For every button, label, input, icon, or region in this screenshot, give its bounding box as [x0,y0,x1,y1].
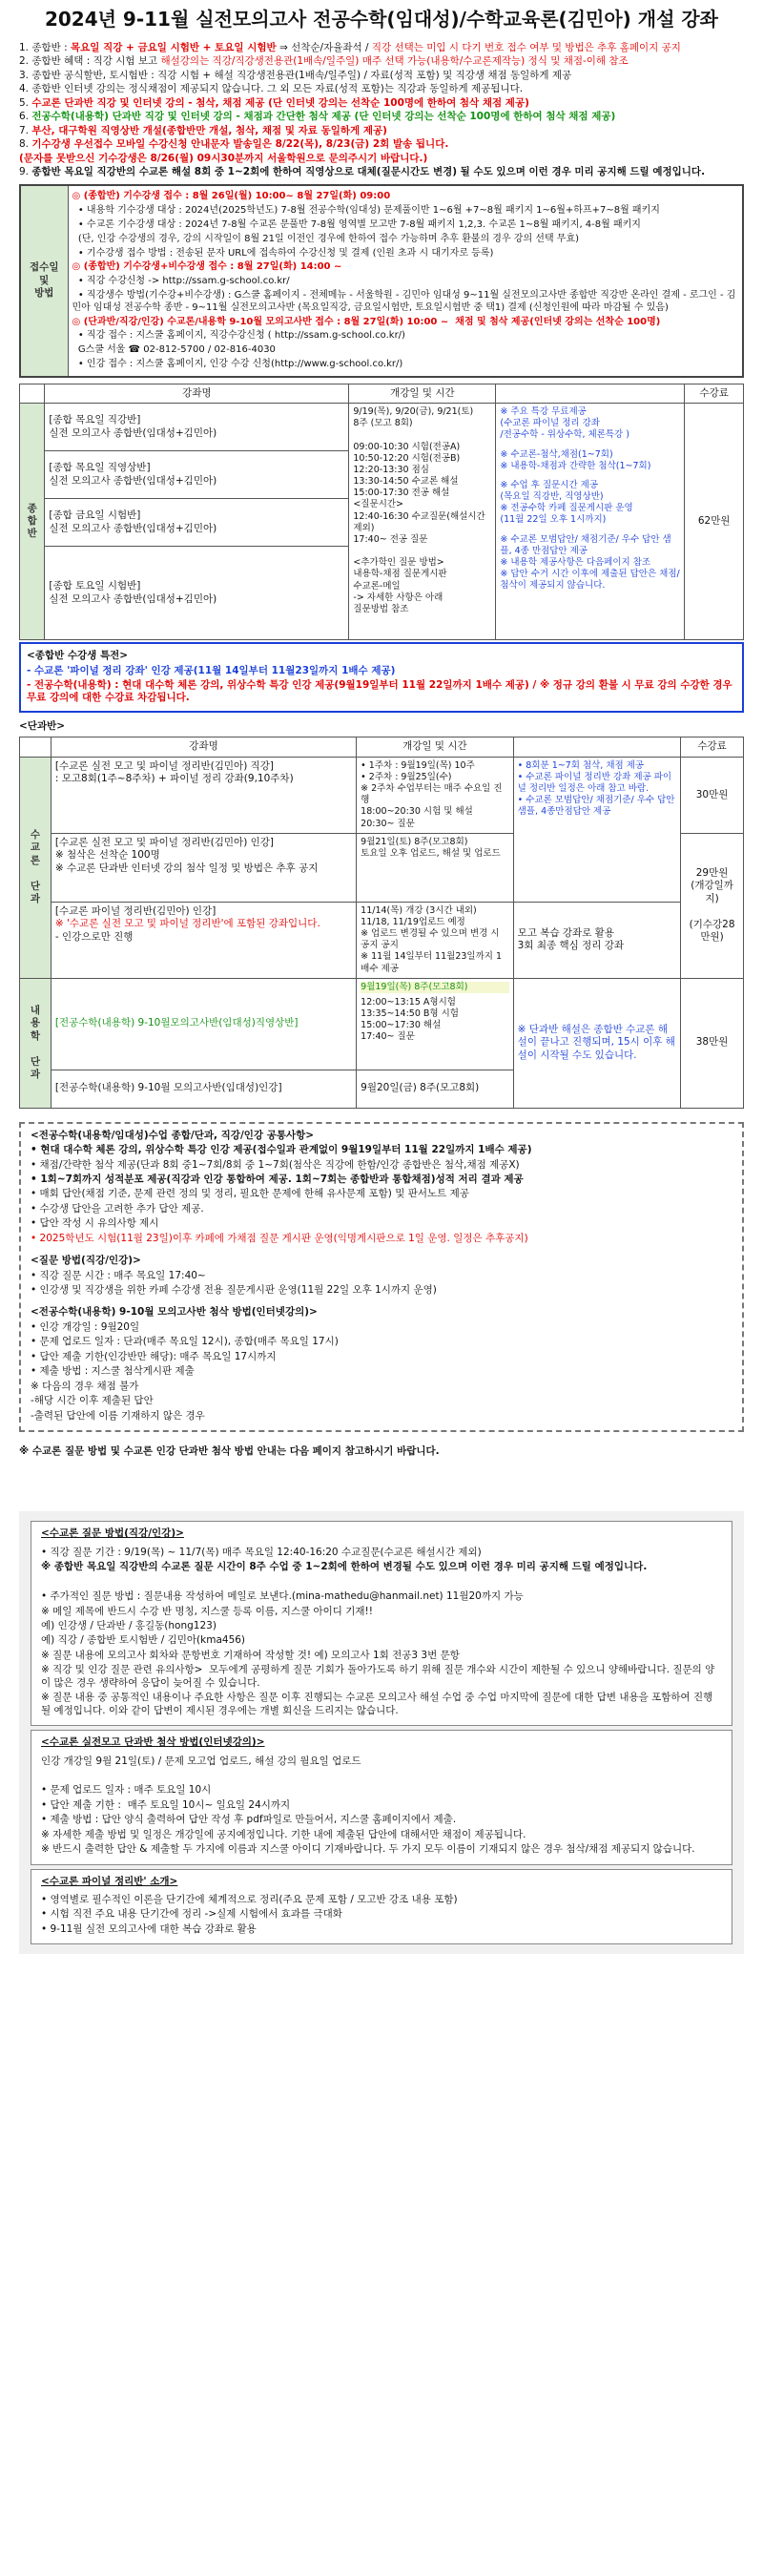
jonghap-benefit-item: ※ 주요 특강 무료제공 (수교론 파이널 정리 강좌 /전공수학 - 위상수학, 체론특강 ) [500,406,629,441]
sugyo-correction-item: • 제출 방법 : 답안 양식 출력하여 답안 작성 후 pdf파일로 만들어서, 지스쿨 홈페이지에서 제출. [41,1814,457,1826]
enroll-line: ◎ (종합반) 기수강생 접수 : 8월 26일(월) 10:00~ 8월 27일(화) 09:00 [72,191,391,202]
enroll-table [19,184,744,377]
question-item: • 직강 질문 시간 : 매주 목요일 17:40~ [31,1269,206,1281]
jonghap-footer [19,642,744,713]
dangwa-table [19,737,744,1108]
naeyong-row-name: [전공수학(내용학) 9-10월모의고사반(임대성)직영상반] [51,978,356,1070]
corner-cell [20,384,45,403]
col-fee: 수강료 [681,737,744,757]
sugyo-final-item: • 영역별로 필수적인 이론을 단기간에 체계적으로 정리(주요 문제 포함 / 모고반 강조 내용 포함) [41,1894,458,1906]
naeyong-row-name: [전공수학(내용학) 9-10월 모의고사반(임대성)인강] [51,1070,356,1108]
sugyo-side-label: 수 교 론 단 과 [20,757,52,978]
naeyong-schedule-title: 9월19일(목) 8주(모고8회) [361,982,509,993]
dangwa-heading: <단과반> [19,719,66,732]
enroll-line: ◎ (단과반/직강/인강) 수교론/내용학 9-10월 모의고사반 접수 : 8월 27일(화) 10:00 ~ 채점 및 첨삭 제공(인터넷 강의는 선착순 100명) [72,316,661,327]
jonghap-fee: 62만원 [685,404,744,640]
notice-item [19,70,744,82]
correction-item: • 문제 업로드 일자 : 단과(매주 목요일 12시), 종합(매주 목요일 17시) [31,1336,339,1348]
notice-item [19,111,744,123]
enroll-line: • 직강 수강신청 -> http://ssam.g-school.co.kr/ [72,276,290,287]
sugyo-question-title: <수교론 질문 방법(직강/인강)> [41,1527,184,1540]
jonghap-benefit-item: ※ 수교론 모범답안/ 채점기준/ 우수 답안 샘플, 4종 만점답안 제공 ※ 내용학 제공사항은 다음페이지 참조 ※ 답안 수거 시간 이후에 제출된 답안은 채점/첨삭이 제공되지 않습니다. [500,533,680,592]
correction-title: <전공수학(내용학) 9-10월 모의고사반 첨삭 방법(인터넷강의)> [31,1306,318,1319]
info-item: • 채점/간략한 첨삭 제공(단과 8회 중1~7회/8회 중 1~7회(첨삭은 직강에 한함/인강 종합반은 첨삭,채점 제공X) [31,1158,520,1171]
correction-item: • 인강 개강일 : 9월20일 [31,1320,140,1333]
sugyo-benefit: • 8회분 1~7회 첨삭, 채점 제공 • 수교론 파이널 정리반 강좌 제공 파이널 정리반 일정은 아래 참고 바람. • 수교론 모범답안/ 채점기준/ 우수 답안 샘플, 4종만점답안 제공 [513,757,680,902]
notice-item [19,166,744,178]
notice-item [19,125,744,137]
sugyo-correction-item: • 문제 업로드 일자 : 매주 토요일 10시 [41,1784,212,1797]
naeyong-row-fee: 38만원 [681,978,744,1108]
correction-item: -출력된 답안에 이름 기재하지 않은 경우 [31,1409,205,1422]
notice-list [19,42,744,178]
jonghap-table [19,384,744,640]
notice-number: 9. [19,165,32,177]
correction-item: • 제출 방법 : 지스쿨 첨삭게시판 제출 [31,1365,195,1378]
col-schedule: 개강일 및 시간 [357,737,514,757]
sugyo-final-title: <수교론 파이널 정리반' 소개> [41,1875,178,1887]
notice-item [19,153,744,165]
enroll-line: • 기수강생 접수 방법 : 전송된 문자 URL에 접속하여 수강신청 및 결제 (인원 초과 시 대기자로 등록) [72,247,494,259]
enroll-line: • 직강 접수 : 지스쿨 홈페이지, 직강수강신청 ( http://ssam.g-school.co.kr/) [72,330,405,342]
notice-text: 직강 선택는 미입 시 다기 번호 접수 여부 및 방법은 추후 홈페이지 공지 [371,42,681,53]
naeyong-info-title: <전공수학(내용학/임대성)수업 종합/단과, 직강/인강 공통사항> [31,1129,315,1141]
sugyo-final-item: • 9-11월 실전 모의고사에 대한 복습 강좌로 활용 [41,1922,257,1935]
question-title: <질문 방법(직강/인강)> [31,1255,141,1267]
sugyo-question-item: ※ 메일 제목에 반드시 수강 반 명칭, 지스쿨 등록 이름, 지스쿨 아이디 기재!! [41,1605,373,1617]
sugyo-correction-box [31,1730,732,1865]
notice-text: 종합반 인터넷 강의는 정식채점이 제공되지 않습니다. 그 외 모든 자료(성적 포함)는 직강과 동일하게 제공됩니다. [31,83,524,95]
jonghap-footer-line: <종합반 수강생 특전> [27,650,129,662]
naeyong-info-box [19,1122,744,1432]
jonghap-footer-line: - 전공수학(내용학) : 현대 대수학 체론 강의, 위상수학 특강 인강 제공(9월19일부터 11월 22일까지 1배수 제공) / ※ 정규 강의 환불 시 무료 강의 수강한 경우 무료 강의에 대한 수강료 차감됩니다. [27,679,736,704]
enroll-line: • 인강 접수 : 지스쿨 홈페이지, 인강 수강 신청(http://www.g-school.co.kr/) [72,358,403,369]
info-item: • 매회 답안(채점 기준, 문제 관련 정의 및 정리, 필요한 문제에 한해 유사문제 포함) 및 판서노트 제공 [31,1188,469,1200]
sugyo-correction-title: <수교론 실전모고 단과반 첨삭 방법(인터넷강의)> [41,1736,265,1749]
sugyo-row-fee: 30만원 [681,757,744,833]
notice-item [19,138,744,151]
sugyo-info-box [19,1511,744,1954]
col-course: 강좌명 [45,384,349,403]
question-item: • 인강생 및 직강생을 위한 카페 수강생 전용 질문게시판 운영(11월 22일 오후 1시까지 운영) [31,1284,437,1297]
notice-text: 종합반 공식할반, 토시험반 : 직강 시험 + 해설 직강생전용관(1배속/일주일) / 자료(성적 포함) 및 직강생 채점 동일하게 제공 [31,69,572,81]
sugyo-correction-list [41,1755,722,1857]
notice-number: 7. [19,124,32,136]
col-fee: 수강료 [685,384,744,403]
sugyo-question-item: ※ 직강 및 인강 질문 관련 유의사항> 모두에게 공평하게 질문 기회가 돌아가도록 하기 위해 질문 개수와 시간이 제한될 수 있으니 양해바랍니다. 질문의 양이 많은 경우 생략하여 응답이 늦어질 수 있습니다. [41,1664,715,1689]
jonghap-schedule: 9/19(목), 9/20(금), 9/21(토) 8주 (모고 8회) 09:00-10:30 시험(전공A) 10:50-12:20 시험(전공B) 12:20-13:30 점심 13:30-14:50 수교론 해설 15:00-17:30 전공 해설 <질문시간> 12:40-16:30 수교질문(해설시간 제외) 17:40~ 전공 질문 <추가학인 질문 방법> 내용학-채점 질문게시판 수교론-메일 -> 자세한 사항은 아래 질문방법 참조 [349,404,496,640]
notice-item [19,42,744,54]
sugyo-row-name: [수교론 실전 모고 및 파이널 정리반(김민아) 인강] ※ 첨삭은 선착순 100명 ※ 수교론 단과반 인터넷 강의 첨삭 일정 및 방법은 추후 공지 [51,833,356,902]
jonghap-row-name: [종합 토요일 시험반] 실전 모의고사 종합반(임대성+김민아) [45,547,349,640]
sugyo-question-item: 예) 직강 / 종합반 토시험반 / 김민아(kma456) [41,1634,246,1647]
notice-number: 6. [19,111,32,123]
enroll-line: • 수교론 기수강생 대상 : 2024년 7-8월 수교론 문풀반 7-8월 영역별 모고반 7-8월 패키지 1,2,3. 수교론 1~8월 패키지, 4-8월 패키지 [72,218,641,230]
sugyo-row-schedule: 9월21일(토) 8주(모고8회) 토요일 오후 업로드, 해설 및 업로드 [357,833,514,902]
info-item: • 2025학년도 시험(11월 23일)이후 카페에 가채점 질문 게시판 운영(익명게시판으로 1일 운영. 일정은 추후공지) [31,1232,528,1244]
jonghap-row-name: [종합 목요일 직강반] 실전 모의고사 종합반(임대성+김민아) [45,404,349,451]
enroll-line: • 직강생수 방법(기수강+비수강생) : G스쿨 홈페이지 - 전체메뉴 - 서울학원 - 김민아 임대성 9~11월 실전모의고사반 종합반 직강반 온라인 결제 - 로그인 - 김민아 임대성 전공수학 종반 - 9~11월 실전모의고사반 (목요일직강, 금요일시험반, 토요일시험반 중 택1) 결제 (신청인원에 따라 마감될 수 있음) [72,289,736,313]
sugyo-correction-item: ※ 반드시 출력한 답안 & 제출할 두 가지에 이름과 지스쿨 아이디 기재바랍니다. 두 가지 모두 이름이 기재되지 않은 경우 첨삭/채점 제공되지 않습니다. [41,1843,695,1856]
jonghap-footer-line: - 수교론 '파이널 정리 강좌' 인강 제공(11월 14일부터 11월23일까지 1배수 제공) [27,664,396,676]
jonghap-side-label: 종 합 반 [20,404,45,640]
notice-number: 5. [19,96,32,109]
jonghap-row-name: [종합 목요일 직영상반] 실전 모의고사 종합반(임대성+김민아) [45,451,349,499]
naeyong-side-label: 내 용 학 단 과 [20,978,52,1108]
correction-item: ※ 다음의 경우 채점 불가 [31,1380,139,1392]
naeyong-info-list [31,1144,732,1245]
notice-item [19,97,744,110]
info-item: • 1회~7회까지 성적분포 제공(직강과 인강 통합하여 제공. 1회~7회는 종합반과 통합채점)성적 저리 결과 제공 [31,1173,524,1185]
sugyo-final-name-line: [수교론 파이널 정리반(김민아) 인강] [54,904,217,917]
sugyo-final-name-line: - 인강으로만 진행 [54,930,134,943]
naeyong-schedule-body: 12:00~13:15 A형시험 13:35~14:50 B형 시험 15:00~17:30 해설 17:40~ 질문 [361,996,459,1043]
jonghap-benefit-item: ※ 수업 후 질문시간 제공 (목요일 직강반, 직영상반) ※ 전공수학 카페 질문게시판 운영 (11월 22일 오후 1시까지) [500,479,633,526]
page-title: 2024년 9-11월 실전모의고사 전공수학(임대성)/수학교육론(김민아) 개설 강좌 [44,8,719,31]
sugyo-correction-item [41,1770,722,1782]
naeyong-row-schedule: 9월20일(금) 8주(모고8회) [357,1070,514,1108]
sugyo-correction-item: 인강 개강일 9월 21일(토) / 문제 모고업 업로드, 해설 강의 월요일 업로드 [41,1755,361,1767]
notice-number: 1. [19,42,32,53]
sugyo-question-list [41,1547,722,1717]
info-item: • 수강생 답안을 고려한 추가 답안 제공. [31,1202,204,1215]
sugyo-row-name: [수교론 실전 모고 및 파이널 정리반(김민아) 직강] : 모고8회(1주~8주차) + 파이널 정리 강좌(9,10주차) [51,757,356,833]
enroll-label: 접수일 및 방법 [20,185,68,376]
sugyo-row-name [51,902,356,978]
notice-number: 4. [19,83,32,95]
col-schedule: 개강일 및 시간 [349,384,496,403]
sugyo-final-name-line: ※ '수교론 실전 모고 및 파이널 정리반'에 포함된 강좌입니다. [54,918,320,930]
jonghap-benefits [496,404,685,640]
notice-text: 수교론 단과반 직강 및 인터넷 강의 - 첨삭, 채점 제공 (단 인터넷 강의는 선착순 100명에 한하여 첨삭 채점 제공) [31,96,529,109]
sugyo-question-item: ※ 질문 내용에 모의고사 회차와 문항번호 기재하여 작성할 것! 예) 모의고사 1회 전공3 3번 문항 [41,1649,460,1661]
sugyo-question-box [31,1521,732,1726]
sugyo-question-item: ※ 종합반 목요일 직강반의 수교론 질문 시간이 8주 수업 중 1~2회에 한하여 변경될 수도 있으며 이런 경우 미리 공지해 드릴 예정입니다. [41,1561,648,1573]
sugyo-row-schedule: 11/14(목) 개강 (3시간 내외) 11/18, 11/19업로드 예정 ※ 업로드 변경될 수 있으며 변경 시 공지 공지 ※ 11월 14일부터 11월23일까지 1배수 제공 [357,902,514,978]
notice-text: 해설강의는 직강/직강생전용관(1배속/일주일) 매주 선택 가능(내용학/수교론제작능) 정식 및 채점-이해 참조 [160,55,629,68]
final-benefit: 모고 복습 강좌로 활용 3회 최종 핵심 정리 강좌 [513,902,680,978]
correction-item: • 답안 제출 기한(인강반만 해당): 매주 목요일 17시까지 [31,1350,277,1362]
notice-item [19,55,744,68]
naeyong-row-schedule [357,978,514,1070]
sugyo-final-list [41,1894,722,1936]
notice-item [19,83,744,95]
notice-text: 종합반 혜택 : 직강 시험 보고 [31,55,161,68]
correction-list [31,1321,732,1423]
sugyo-question-item [41,1576,722,1589]
notice-text: 기수강생 우선접수 모바일 수강신청 안내문자 발송일은 8/22(목), 8/23(금) 2회 발송 됩니다. [31,138,449,151]
notice-text: 목요일 직강 + 금요일 시험반 + 토요일 시험반 [71,42,277,53]
sugyo-question-item: • 주가적인 질문 방법 : 질문내용 작성하여 메일로 보낸다.(mina-mathedu@hanmail.net) 11월20까지 가능 [41,1590,524,1603]
notice-number: 2. [19,55,32,68]
notice-text: 전공수학(내용학) 단과반 직강 및 인터넷 강의 - 채점과 간단한 첨삭 제공 (단 인터넷 강의는 선착순 100명에 한하여 첨삭 채점 제공) [31,111,616,123]
sugyo-question-item: • 직강 질문 기간 : 9/19(목) ~ 11/7(목) 매주 목요일 12:40-16:20 수교질문(수교론 해설시간 제외) [41,1546,482,1558]
jonghap-benefit-item: ※ 수교론-첨삭,채점(1~7회) ※ 내용학-채점과 간략한 첨삭(1~7회) [500,448,651,471]
notice-number: 3. [19,69,32,81]
sugyo-correction-item: • 답안 제출 기한 : 매주 토요일 10시~ 일요일 24시까지 [41,1798,291,1811]
notice-text: 부산, 대구학원 직영상반 개설(종합반만 개설, 첨삭, 채점 및 자료 동일하게 제공) [31,124,387,136]
notice-text: ⇒ 선착순/자율좌석 / [276,42,372,53]
jonghap-row-name: [종합 금요일 시험반] 실전 모의고사 종합반(임대성+김민아) [45,499,349,547]
enroll-content [68,185,743,376]
correction-item: -해당 시간 이후 제출된 답안 [31,1395,154,1407]
question-list [31,1270,732,1298]
col-benefit [513,737,680,757]
sugyo-question-item: 예) 인강생 / 단과반 / 홍길동(hong123) [41,1620,217,1632]
sugyo-row-fee: 29만원 (개강일까지) (기수강28만원) [681,833,744,978]
notice-text: 종합반 : [31,42,72,53]
sugyo-question-item: ※ 질문 내용 중 공통적인 내용이나 주요한 사항은 질문 이후 진행되는 수교론 모의고사 해설 수업 중 수업 마지막에 질문에 대한 답변 내용을 포함하여 진행될 예정입니다. 이와 같이 답변이 제시된 경우에는 개별 회신을 드리지는 않습니다. [41,1692,713,1716]
sugyo-final-box [31,1869,732,1945]
enroll-line: ◎ (종합반) 기수강생+비수강생 접수 : 8월 27일(화) 14:00 ~ [72,261,342,273]
corner-cell [20,737,52,757]
col-course: 강좌명 [51,737,356,757]
info-item: • 답안 작성 시 유의사항 제시 [31,1217,159,1230]
col-benefit [496,384,685,403]
naeyong-benefit: ※ 단과반 해설은 종합반 수교론 해설이 끝나고 진행되며, 15시 이후 해설이 시작될 수도 있습니다. [513,978,680,1108]
notice-number: 8. [19,138,32,151]
info-item: • 현대 대수학 체론 강의, 위상수학 특강 인강 제공(접수일과 관계없이 9월19일부터 11월 22일까지 1배수 제공) [31,1144,532,1156]
enroll-line: G스쿨 서울 ☎ 02-812-5700 / 02-816-4030 [72,344,276,356]
sugyo-correction-item: ※ 자세한 제출 방법 및 일정은 개강일에 공지예정입니다. 기한 내에 제출된 답안에 대해서만 채점이 제공됩니다. [41,1828,526,1840]
sugyo-row-schedule: • 1주차 : 9월19일(목) 10주 • 2주차 : 9월25일(수) ※ 2주차 수업부터는 매주 수요일 진행 18:00~20:30 시험 및 해설 20:30~ 질문 [357,757,514,833]
enroll-line: • 내용학 기수강생 대상 : 2024년(2025학년도) 7-8월 전공수학(임대성) 문제풀이반 1~6월 +7~8월 패키지 1~6월+하프+7~8월 패키지 [72,205,660,217]
page-note: ※ 수교론 질문 방법 및 수교론 인강 단과반 첨삭 방법 안내는 다음 페이지 참고하시기 바랍니다. [19,1444,440,1457]
sugyo-final-item: • 시험 직전 주요 내용 단기간에 정리 ->실제 시험에서 효과를 극대화 [41,1908,342,1921]
notice-text: 종합반 목요일 직강반의 수교론 해설 8회 중 1~2회에 한하여 직영상으로 대체(질문시간도 변경) 될 수도 있으며 이런 경우 미리 공지해 드릴 예정입니다. [31,165,706,177]
notice-text: (문자를 못받으신 기수강생은 8/26(월) 09시30분까지 서울학원으로 문의주시기 바랍니다.) [19,152,428,164]
enroll-line: (단, 인강 수강생의 경우, 강의 시작일이 8월 21일 이전인 경우에 한하여 접수 가능하며 추후 환불의 경우 강의 선택 무효) [72,233,580,244]
